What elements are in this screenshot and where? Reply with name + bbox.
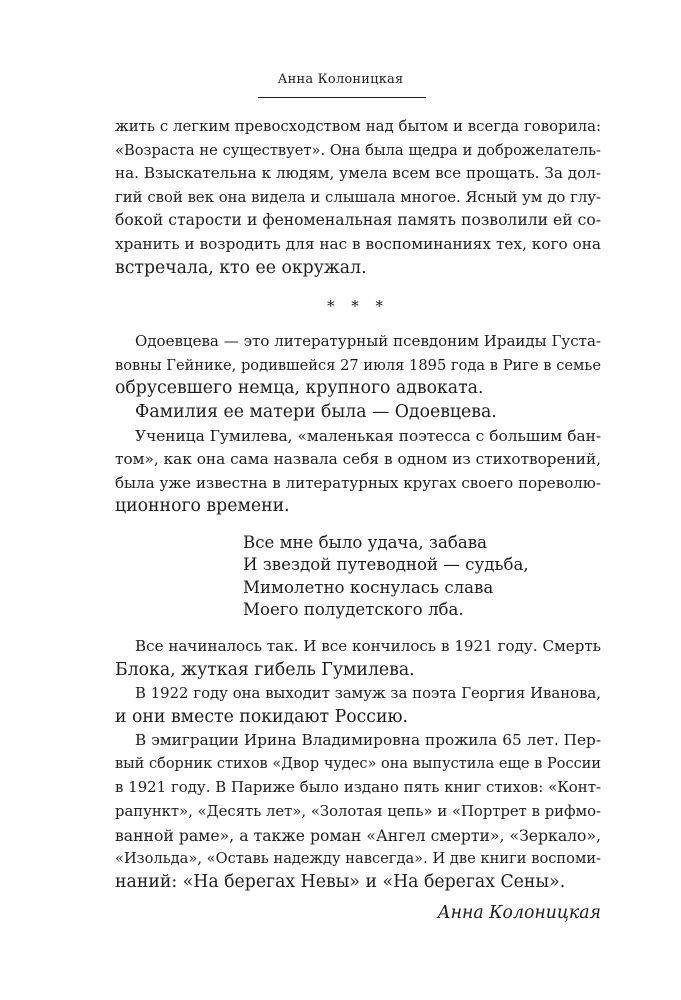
text-line: Ученица Гумилева, «маленькая поэтесса с большим бан- xyxy=(135,426,601,445)
text-line: Блока, жуткая гибель Гумилева. xyxy=(115,659,415,680)
text-line: вый сборник стихов «Двор чудес» она выпустила еще в России xyxy=(115,755,601,772)
text-line: В 1922 году она выходит замуж за поэта Георгия Иванова, xyxy=(135,684,601,703)
poem-line: Мимолетно коснулась слава xyxy=(243,577,494,597)
text-line: встречала, кто ее окружал. xyxy=(115,257,367,278)
text-line: бокой старости и феноменальная память позволили ей со- xyxy=(115,211,601,230)
text-line: наний: «На берегах Невы» и «На берегах Сены». xyxy=(115,871,566,892)
page-body xyxy=(115,115,601,926)
author-signature: Анна Колоницкая xyxy=(437,903,601,924)
text-line: «Возраста не существует». Она была щедра и доброжелатель- xyxy=(115,141,601,159)
poem-line: И звездой путеводной — судьба, xyxy=(243,555,529,575)
text-line: была уже известна в литературных кругах своего пореволю- xyxy=(115,473,601,492)
text-line: жить с легким превосходством над бытом и всегда говорила: xyxy=(115,117,601,135)
text-line: на. Взыскательна к людям, умела всем все прощать. За дол- xyxy=(115,164,601,183)
paragraph-7 xyxy=(115,729,601,894)
paragraph-5 xyxy=(115,635,601,682)
text-line: хранить и возродить для нас в воспоминаниях тех, кого она xyxy=(115,234,601,253)
text-line: Все начиналось так. И все кончилось в 1921 году. Смерть xyxy=(135,636,601,655)
running-head-title: Анна Колоницкая xyxy=(277,72,404,87)
running-head-rule xyxy=(258,97,426,98)
text-line: гий свой век она видела и слышала многое. Ясный ум до глу- xyxy=(115,188,601,206)
text-line: В эмиграции Ирина Владимировна прожила 65 лет. Пер- xyxy=(135,731,601,750)
poem-line: Все мне было удача, забава xyxy=(243,532,487,552)
section-separator: * * * xyxy=(326,297,390,316)
text-line: Одоевцева — это литературный псевдоним Ираиды Густа- xyxy=(135,332,601,351)
paragraph-2 xyxy=(115,330,601,401)
paragraph-3 xyxy=(115,401,601,425)
text-line: вовны Гейнике, родившейся 27 июля 1895 года в Риге в семье xyxy=(115,356,601,374)
poem-line: Моего полудетского лба. xyxy=(243,600,464,620)
text-line: в 1921 году. В Париже было издано пять книг стихов: «Конт- xyxy=(115,778,601,797)
paragraph-6 xyxy=(115,682,601,729)
text-line: Фамилия ее матери была — Одоевцева. xyxy=(135,401,497,422)
paragraph-1 xyxy=(115,115,601,280)
text-line: ванной раме», а также роман «Ангел смерти», «Зеркало», xyxy=(115,825,601,845)
text-line: и они вместе покидают Россию. xyxy=(115,706,409,727)
paragraph-4 xyxy=(115,425,601,519)
text-line: том», как она сама назвала себя в одном из стихотворений, xyxy=(115,450,601,469)
text-line: обрусевшего немца, крупного адвоката. xyxy=(115,378,484,399)
text-line: ционного времени. xyxy=(115,496,290,517)
text-line: «Изольда», «Оставь надежду навсегда». И две книги воспоми- xyxy=(115,850,601,868)
text-line: рапункт», «Десять лет», «Золотая цепь» и «Портрет в рифмо- xyxy=(115,803,601,821)
poem-stanza xyxy=(243,532,601,622)
